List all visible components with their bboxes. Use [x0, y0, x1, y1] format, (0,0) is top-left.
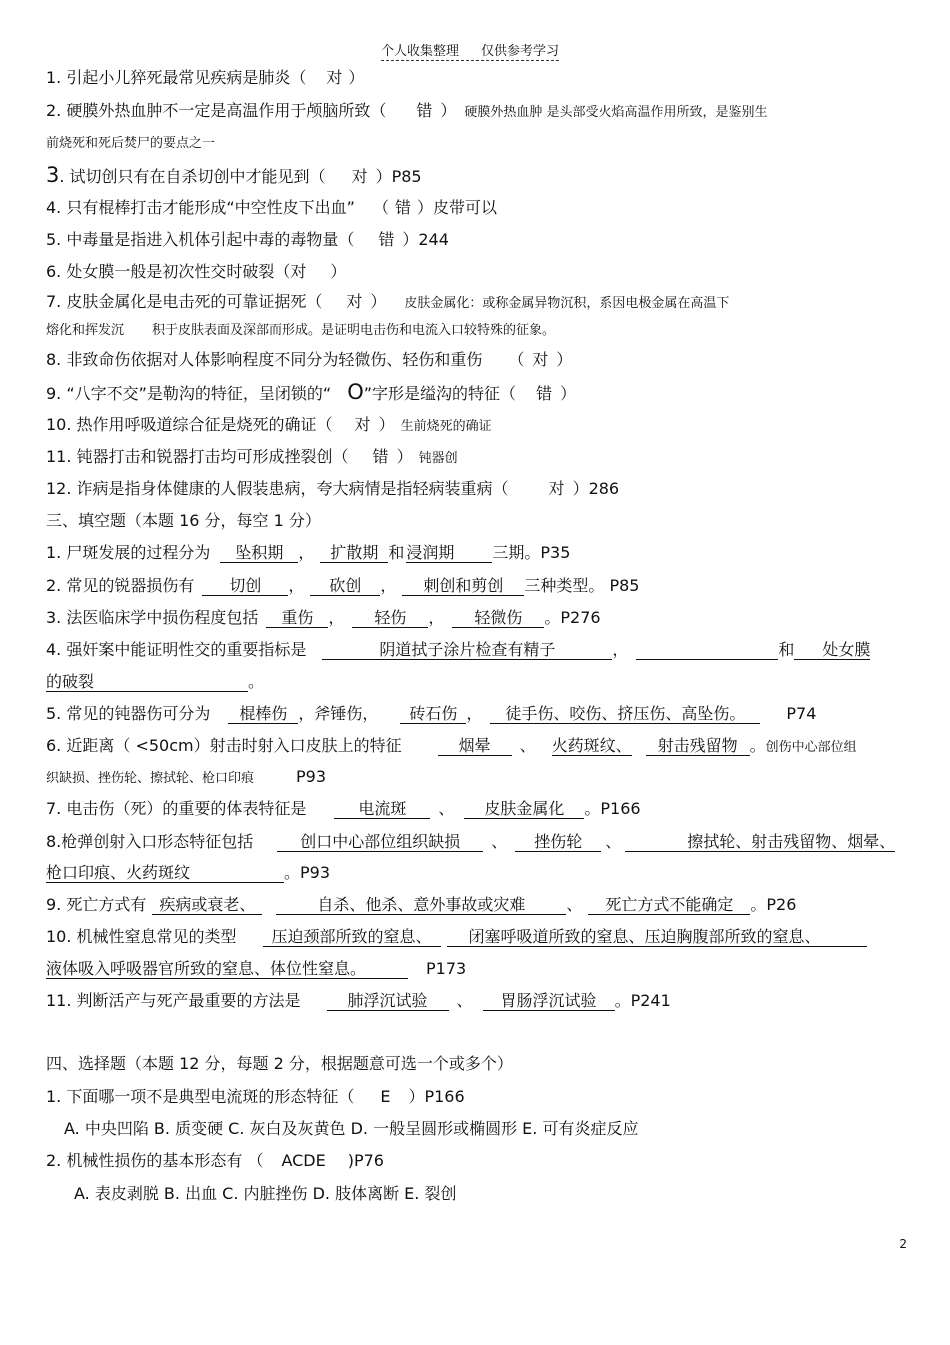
connector: 和	[778, 640, 795, 659]
answer-note: 钝器创	[418, 451, 458, 466]
page-ref: P93	[296, 767, 327, 786]
question-tail: ）	[396, 447, 413, 466]
fill-question-11	[46, 991, 671, 1011]
blank-answer: 浸润期	[406, 543, 492, 563]
punct: ，	[428, 608, 445, 627]
punct: ，	[298, 543, 315, 562]
fill-question-7	[46, 799, 641, 819]
choice-question-1-options: A. 中央凹陷 B. 质变硬 C. 灰白及灰黄色 D. 一般呈圆形或椭圆形 E. 可有炎症反应	[64, 1119, 639, 1138]
answer: 错	[394, 198, 411, 217]
question-text: 2. 常见的锐器损伤有	[46, 576, 195, 595]
question-text-cont: ”字形是缢沟的特征（	[363, 384, 517, 403]
page-number: 2	[899, 1237, 907, 1251]
question-tail: 。P276	[544, 608, 601, 627]
blank-answer: 死亡方式不能确定	[588, 895, 750, 915]
question-text: 11. 钝器打击和锐器打击均可形成挫裂创（	[46, 447, 349, 466]
question-tail: ）	[556, 350, 573, 369]
blank-answer: 处女膜	[794, 640, 870, 660]
fill-question-2	[46, 576, 640, 596]
punct: 、	[566, 895, 583, 914]
punct: ，	[466, 704, 483, 723]
question-tail: )P76	[347, 1151, 384, 1170]
blank-answer: 创口中心部位组织缺损	[277, 832, 483, 852]
blank-answer: 皮肤金属化	[464, 799, 584, 819]
tf-question-2-note-cont: 前烧死和死后焚尸的要点之一	[46, 136, 216, 151]
tf-question-7-note-cont	[46, 321, 555, 341]
punct: 、	[438, 799, 455, 818]
fill-question-8-cont	[46, 863, 330, 883]
question-tail: 三种类型。 P85	[524, 576, 640, 595]
tf-question-1	[46, 68, 364, 88]
blank-answer: 压迫颈部所致的窒息、	[263, 927, 441, 947]
question-tail: ）P166	[408, 1087, 465, 1106]
answer: 错	[378, 230, 395, 249]
choice-question-2-options: A. 表皮剥脱 B. 出血 C. 内脏挫伤 D. 肢体离断 E. 裂创	[74, 1184, 457, 1203]
question-text: 11. 判断活产与死产最重要的方法是	[46, 991, 301, 1010]
blank-answer: 重伤	[266, 608, 328, 628]
o-glyph: O	[347, 380, 364, 404]
choice-question-1	[46, 1087, 465, 1107]
page-ref: P74	[786, 704, 817, 723]
blank-answer: 肺浮沉试验	[327, 991, 449, 1011]
fill-question-4	[46, 640, 870, 660]
question-tail: ）P85	[375, 167, 422, 186]
page-header	[381, 40, 559, 61]
blank-answer: 烟晕	[438, 736, 512, 756]
fill-question-10-cont	[46, 959, 466, 979]
answer-note: 创伤中心部位组	[765, 740, 857, 755]
tf-question-10	[46, 415, 492, 437]
blank-answer: 阴道拭子涂片检查有精子	[322, 640, 612, 660]
answer-note: 生前烧死的确证	[400, 419, 492, 434]
blank-answer: 棍棒伤	[228, 704, 298, 724]
question-text: 4. 强奸案中能证明性交的重要指标是	[46, 640, 307, 659]
question-text: 1. 下面哪一项不是典型电流斑的形态特征（	[46, 1087, 355, 1106]
fill-question-1	[46, 543, 570, 563]
question-text: 8.枪弹创射入口形态特征包括	[46, 832, 254, 851]
question-tail: 。	[248, 672, 265, 691]
question-text: 1. 引起小儿猝死最常见疾病是肺炎（	[46, 68, 307, 87]
blank-answer: 坠积期	[220, 543, 298, 563]
blank-answer: 自杀、他杀、意外事故或灾难	[276, 895, 566, 915]
punct: ，	[380, 576, 397, 595]
blank-answer: 砖石伤	[400, 704, 466, 724]
blank-answer: 挫伤轮	[515, 832, 601, 852]
header-left-text: 个人收集整理	[381, 44, 460, 59]
blank-answer: 火药斑纹、	[551, 736, 632, 755]
question-tail: ）	[370, 292, 387, 311]
header-right-text: 仅供参考学习	[481, 44, 560, 59]
page-ref: P173	[426, 959, 467, 978]
fill-question-4-cont	[46, 672, 264, 692]
answer: 对	[326, 68, 343, 87]
tf-question-4	[46, 198, 497, 218]
question-tail: 。P241	[614, 991, 671, 1010]
question-text: 7. 电击伤（死）的重要的体表特征是	[46, 799, 307, 818]
answer: 对	[548, 479, 565, 498]
blank-answer: 刺创和剪创	[402, 576, 524, 596]
question-tail: ）	[330, 262, 347, 281]
punct: 、	[519, 736, 536, 755]
tf-question-3	[46, 165, 422, 187]
question-tail: ）	[348, 68, 365, 87]
question-text: 6. 处女膜一般是初次性交时破裂（对	[46, 262, 307, 281]
question-tail: 。P93	[284, 863, 331, 882]
question-text: 9. “八字不交”是勒沟的特征，呈闭锁的“	[46, 384, 332, 403]
answer: 对	[351, 167, 368, 186]
question-tail: ）	[560, 384, 577, 403]
question-text: 7. 皮肤金属化是电击死的可靠证据死（	[46, 292, 323, 311]
punct: ，	[612, 640, 629, 659]
blank-answer: 电流斑	[334, 799, 430, 819]
blank-answer: 枪口印痕、火药斑纹	[46, 863, 284, 883]
punct: ，	[288, 576, 305, 595]
question-tail: ）皮带可以	[416, 198, 497, 217]
question-text: 3. 法医临床学中损伤程度包括	[46, 608, 259, 627]
answer: ACDE	[281, 1151, 326, 1170]
question-tail: 三期。P35	[492, 543, 571, 562]
punct: 、	[456, 991, 473, 1010]
tf-question-2	[46, 101, 768, 123]
blank-answer: 闭塞呼吸道所致的窒息、压	[447, 927, 661, 947]
question-number: 3	[46, 163, 60, 187]
answer: 对	[532, 350, 549, 369]
blank-answer: 的破裂	[46, 672, 248, 692]
answer-note: 织缺损、挫伤轮、擦拭轮、枪口印痕	[46, 771, 255, 786]
blank-answer: 胃肠浮沉试验	[483, 991, 615, 1011]
answer: 对	[354, 415, 371, 434]
question-text: 2. 机械性损伤的基本形态有 （	[46, 1151, 264, 1170]
question-text: . 试切创只有在自杀切创中才能见到（	[59, 167, 326, 186]
answer: 错	[536, 384, 553, 403]
tf-question-8	[46, 350, 572, 370]
question-text: 9. 死亡方式有	[46, 895, 147, 914]
choice-section-heading: 四、选择题（本题 12 分，每题 2 分，根据题意可选一个或多个）	[46, 1054, 513, 1073]
blank-answer: 轻伤	[352, 608, 428, 628]
tf-question-9	[46, 382, 576, 404]
question-tail: 。P166	[584, 799, 641, 818]
tf-question-5	[46, 230, 449, 250]
punct: 、	[491, 832, 508, 851]
punct: 。	[749, 736, 766, 755]
blank-answer: 徒手伤、咬伤、挤压伤、高坠伤。	[490, 704, 760, 724]
blank-answer: 轻微伤	[452, 608, 544, 628]
question-tail: ）286	[572, 479, 620, 498]
question-text: 5. 中毒量是指进入机体引起中毒的毒物量（	[46, 230, 355, 249]
punct: 、	[605, 832, 622, 851]
fill-question-3	[46, 608, 601, 628]
answer-note: 硬膜外热血肿 是头部受火焰高温作用所致，是鉴别生	[464, 105, 768, 120]
blank-answer: 液体吸入呼吸器官所致的窒息、体位性窒息。	[46, 959, 408, 979]
answer: 对	[346, 292, 363, 311]
answer: E	[380, 1087, 391, 1106]
blank-answer: 擦拭轮、射击残留物、烟晕、	[625, 832, 895, 852]
question-text: 6. 近距离（ <50cm）射击时射入口皮肤上的特征	[46, 736, 402, 755]
question-tail: ）	[440, 101, 457, 120]
question-text: 4. 只有棍棒打击才能形成“中空性皮下出血”	[46, 198, 355, 217]
answer: 错	[416, 101, 433, 120]
punct: ，	[328, 608, 345, 627]
blank-answer: 切创	[202, 576, 288, 596]
blank-answer: 扩散期	[320, 543, 388, 563]
question-tail: 。P26	[750, 895, 797, 914]
question-text: 2. 硬膜外热血肿不一定是高温作用于颅脑所致（	[46, 101, 387, 120]
fill-question-10	[46, 927, 867, 947]
tf-question-12	[46, 479, 619, 499]
tf-question-6	[46, 262, 346, 282]
blank-answer: 迫胸腹部所致的窒息、	[661, 927, 867, 947]
answer-note: 皮肤金属化：或称金属异物沉积，系因电极金属在高温下	[404, 296, 730, 311]
connector: 和	[388, 543, 405, 562]
empty-blank	[636, 640, 778, 660]
question-tail: ）	[378, 415, 395, 434]
question-text: 10. 热作用呼吸道综合征是烧死的确证（	[46, 415, 333, 434]
blank-answer: 砍创	[310, 576, 380, 596]
question-text: 10. 机械性窒息常见的类型	[46, 927, 237, 946]
tf-question-11	[46, 447, 458, 469]
paren-open: （	[508, 350, 525, 369]
blank-answer: 疾病或衰老、	[152, 895, 262, 915]
fill-question-6-cont	[46, 767, 326, 789]
question-tail: ）244	[402, 230, 449, 249]
paren-open: （	[380, 198, 389, 217]
choice-question-2	[46, 1151, 384, 1171]
note-text: 积于皮肤表面及深部而形成。是证明电击伤和电流入口较特殊的征象。	[152, 323, 556, 338]
fill-section-heading: 三、填空题（本题 16 分，每空 1 分）	[46, 511, 321, 530]
question-text-cont: ，斧锤伤，	[298, 704, 379, 723]
fill-question-5	[46, 704, 816, 724]
fill-question-9	[46, 895, 796, 915]
question-text: 1. 尸斑发展的过程分为	[46, 543, 211, 562]
question-text: 8. 非致命伤依据对人体影响程度不同分为轻微伤、轻伤和重伤	[46, 350, 483, 369]
fill-question-6	[46, 736, 857, 758]
answer: 错	[372, 447, 389, 466]
blank-answer: 射击残留物	[646, 736, 750, 756]
note-text: 熔化和挥发沉	[46, 323, 125, 338]
fill-question-8	[46, 832, 895, 852]
question-text: 12. 诈病是指身体健康的人假装患病，夸大病情是指轻病装重病（	[46, 479, 509, 498]
tf-question-7	[46, 292, 729, 314]
question-text: 5. 常见的钝器伤可分为	[46, 704, 211, 723]
